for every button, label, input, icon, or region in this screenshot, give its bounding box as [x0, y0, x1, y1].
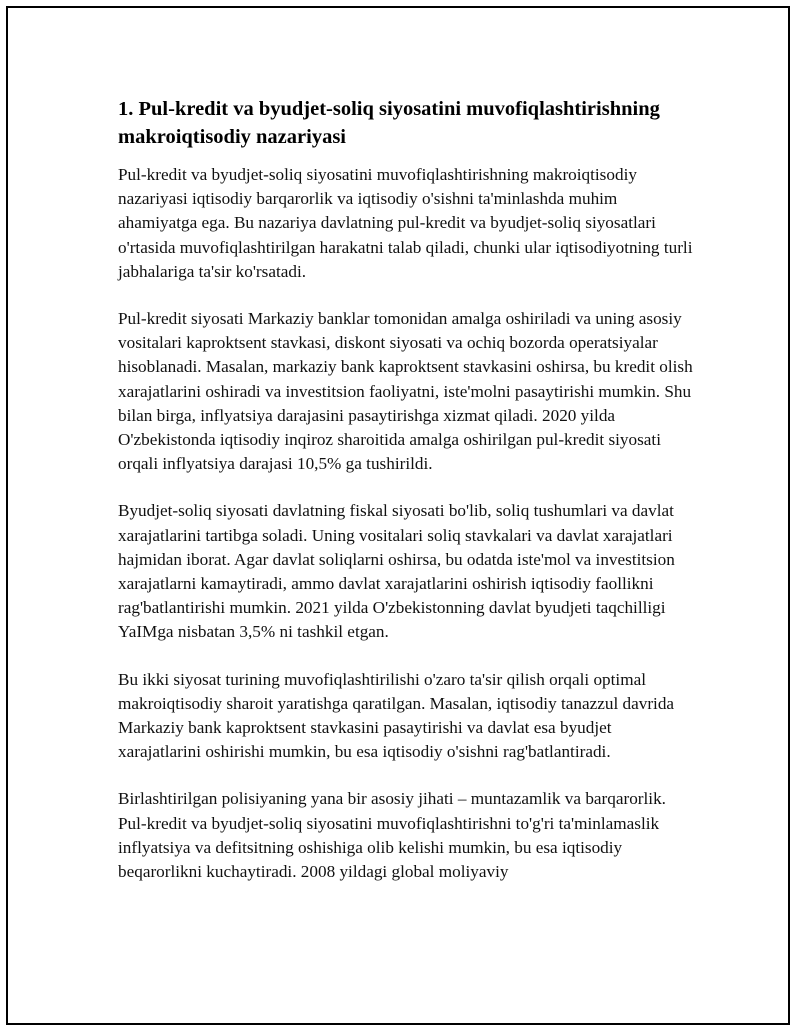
paragraph-coordination: Bu ikki siyosat turining muvofiqlashtirilishi o'zaro ta'sir qilish orqali optimal makroiqtisodiy sharoit yaratishga qaratilgan. Masalan, iqtisodiy tanazzul davrida Markaziy bank kaproktsent stavkasini pasaytirishi va davlat esa byudjet xarajatlarini oshirishi mumkin, bu esa iqtisodiy o'sishni rag'batlantiradi. — [118, 669, 675, 762]
paragraph-stability: Birlashtirilgan polisiyaning yana bir asosiy jihati – muntazamlik va barqarorlik. Pul-kredit va byudjet-soliq siyosatini muvofiqlashtirishni to'g'ri ta'minlamaslik inflyatsiya va defitsitning oshishiga olib kelishi mumkin, bu esa iqtisodiy beqarorlikni kuchaytiradi. 2008 yildagi global moliyaviy — [118, 789, 666, 882]
document-body — [118, 95, 698, 907]
section-heading: 1. Pul-kredit va byudjet-soliq siyosatini muvofiqlashtirishning makroiqtisodiy nazariyasi — [118, 98, 660, 148]
paragraph-fiscal-policy: Byudjet-soliq siyosati davlatning fiskal siyosati bo'lib, soliq tushumlari va davlat xarajatlarini tartibga soladi. Uning vositalari soliq stavkalari va davlat xarajatlari hajmidan iborat. Agar davlat soliqlarni oshirsa, bu odatda iste'mol va investitsion xarajatlarni kamaytiradi, ammo davlat xarajatlarini oshirish iqtisodiy faollikni rag'batlantirishi mumkin. 2021 yilda O'zbekistonning davlat byudjeti taqchilligi YaIMga nisbatan 3,5% ni tashkil etgan. — [118, 501, 675, 642]
paragraph-monetary-policy: Pul-kredit siyosati Markaziy banklar tomonidan amalga oshiriladi va uning asosiy vositalari kaproktsent stavkasi, diskont siyosati va ochiq bozorda operatsiyalar hisoblanadi. Masalan, markaziy bank kaproktsent stavkasini oshirsa, bu kredit olish xarajatlarini oshiradi va investitsion faoliyatni, iste'molni pasaytirishi mumkin. Shu bilan birga, inflyatsiya darajasini pasaytirishga xizmat qiladi. 2020 yilda O'zbekistonda iqtisodiy inqiroz sharoitida amalga oshirilgan pul-kredit siyosati orqali inflyatsiya darajasi 10,5% ga tushirildi. — [118, 309, 693, 474]
paragraph-intro: Pul-kredit va byudjet-soliq siyosatini muvofiqlashtirishning makroiqtisodiy nazariyasi iqtisodiy barqarorlik va iqtisodiy o'sishni ta'minlashda muhim ahamiyatga ega. Bu nazariya davlatning pul-kredit va byudjet-soliq siyosatlari o'rtasida muvofiqlashtirilgan harakatni talab qiladi, chunki ular iqtisodiyotning turli jabhalariga ta'sir ko'rsatadi. — [118, 165, 693, 281]
